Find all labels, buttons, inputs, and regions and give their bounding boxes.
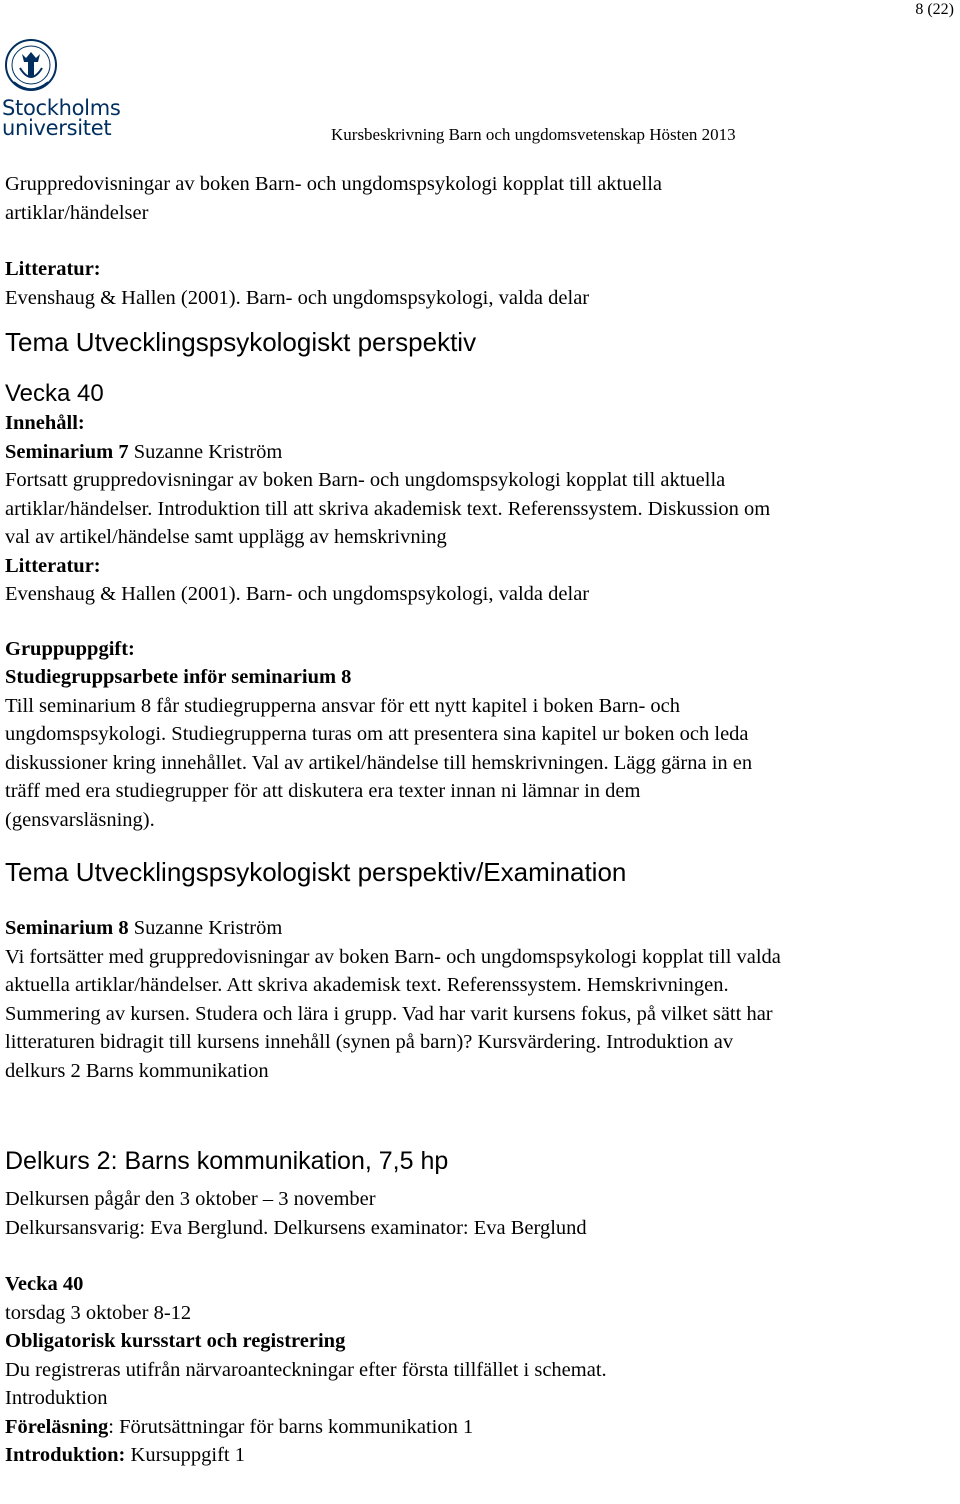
seminar-teacher: Suzanne Kriström: [128, 917, 283, 939]
label-content: Innehåll:: [5, 412, 85, 434]
body-text: Till seminarium 8 får studiegrupperna ansvar för ett nytt kapitel i boken Barn- och: [5, 694, 681, 717]
intro-assignment: Kursuppgift 1: [125, 1444, 245, 1466]
label-literature: Litteratur:: [5, 554, 101, 577]
university-seal-icon: [4, 38, 58, 96]
body-text: artiklar/händelser. Introduktion till att skriva akademisk text. Referenssystem. Diskussion om: [5, 497, 771, 520]
registration-text: Du registreras utifrån närvaroanteckningar efter första tillfället i schemat.: [5, 1358, 607, 1381]
body-text: delkurs 2 Barns kommunikation: [5, 1059, 269, 1082]
seminar-label: Seminarium 7: [5, 440, 129, 463]
body-text: Gruppredovisningar av boken Barn- och ungdomspsykologi kopplat till aktuella: [5, 173, 663, 195]
lecture-text: : Förutsättningar för barns kommunikation 1: [108, 1415, 474, 1438]
document-body: [5, 170, 950, 1470]
university-logo: [2, 38, 127, 138]
page-number: 8 (22): [915, 1, 954, 18]
logo-wordmark: Stockholms universitet: [2, 96, 121, 140]
label-group-task: Gruppuppgift:: [5, 637, 135, 660]
document-header: Kursbeskrivning Barn och ungdomsvetenskap Hösten 2013: [331, 125, 736, 144]
session-date: torsdag 3 oktober 8-12: [5, 1301, 192, 1324]
body-text: träff med era studiegrupper för att diskutera era texter innan ni lämnar in dem: [5, 780, 641, 802]
intro-text: Introduktion: [5, 1387, 108, 1409]
body-text: Fortsatt gruppredovisningar av boken Barn- och ungdomspsykologi kopplat till aktuella: [5, 469, 726, 491]
literature-reference: Evenshaug & Hallen (2001). Barn- och ungdomspsykologi, valda delar: [5, 286, 590, 309]
body-text: artiklar/händelser: [5, 201, 149, 224]
lecture-label: Föreläsning: [5, 1415, 109, 1438]
body-text: (gensvarsläsning).: [5, 808, 155, 831]
body-text: litteraturen bidragit till kursens innehåll (synen på barn)? Kursvärdering. Introduktion av: [5, 1031, 734, 1053]
intro-label: Introduktion:: [5, 1444, 126, 1466]
week-heading: Vecka 40: [5, 380, 104, 407]
label-literature: Litteratur:: [5, 258, 101, 280]
mandatory-start: Obligatorisk kursstart och registrering: [5, 1330, 346, 1352]
literature-reference: Evenshaug & Hallen (2001). Barn- och ungdomspsykologi, valda delar: [5, 583, 590, 605]
week-heading: Vecka 40: [5, 1273, 84, 1295]
delkurs-responsible: Delkursansvarig: Eva Berglund. Delkursens examinator: Eva Berglund: [5, 1216, 587, 1239]
body-text: aktuella artiklar/händelser. Att skriva akademisk text. Referenssystem. Hemskrivningen.: [5, 974, 729, 996]
theme-heading: Tema Utvecklingspsykologiskt perspektiv: [5, 327, 477, 357]
theme-heading: Tema Utvecklingspsykologiskt perspektiv/Examination: [5, 857, 627, 887]
group-task-title: Studiegruppsarbete inför seminarium 8: [5, 666, 352, 688]
body-text: Summering av kursen. Studera och lära i grupp. Vad har varit kursens fokus, på vilket sätt har: [5, 1002, 773, 1025]
seminar-label: Seminarium 8: [5, 917, 129, 939]
body-text: ungdomspsykologi. Studiegrupperna turas om att presentera sina kapitel ur boken och leda: [5, 723, 749, 745]
body-text: diskussioner kring innehållet. Val av artikel/händelse till hemskrivningen. Lägg gärna in en: [5, 751, 753, 774]
body-text: val av artikel/händelse samt upplägg av hemskrivning: [5, 526, 447, 548]
delkurs-duration: Delkursen pågår den 3 oktober – 3 november: [5, 1188, 376, 1210]
delkurs-heading: Delkurs 2: Barns kommunikation, 7,5 hp: [5, 1147, 449, 1175]
seminar-teacher: Suzanne Kriström: [128, 440, 283, 463]
body-text: Vi fortsätter med gruppredovisningar av boken Barn- och ungdomspsykologi kopplat till valda: [5, 945, 781, 968]
